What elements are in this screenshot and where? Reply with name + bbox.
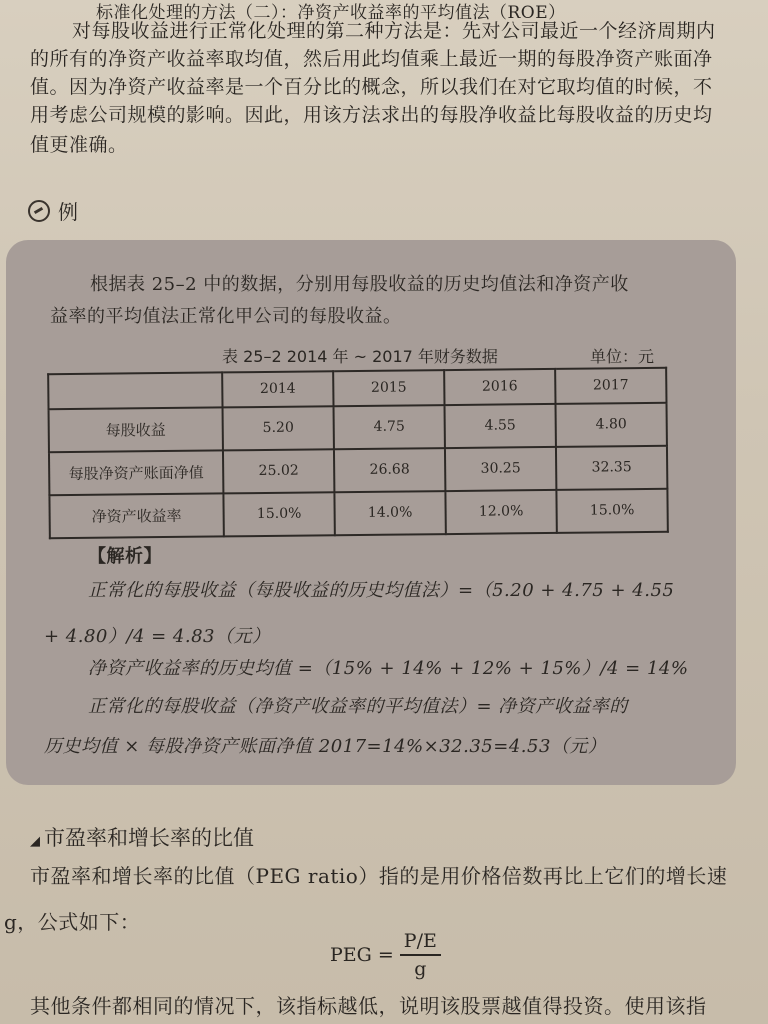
example-label-text: 例 <box>58 200 78 224</box>
table-cell: 12.0% <box>445 490 556 534</box>
intro-line-3: 值。因为净资产收益率是一个百分比的概念，所以我们在对它取均值的时候，不 <box>30 76 713 98</box>
section-line-2: g，公式如下： <box>4 910 141 934</box>
table-row <box>49 489 667 539</box>
row-label: 每股收益 <box>49 407 223 452</box>
table-cell: 15.0% <box>556 489 667 533</box>
example-prompt-1: 根据表 25–2 中的数据，分别用每股收益的历史均值法和净资产收 <box>90 274 629 295</box>
section-heading: 标准化处理的方法（二）：净资产收益率的平均值法（ROE） <box>96 3 566 23</box>
table-cell: 4.55 <box>444 403 555 447</box>
table-unit: 单位：元 <box>590 347 655 366</box>
analysis-line-1: 正常化的每股收益（每股收益的历史均值法）=（5.20 + 4.75 + 4.55 <box>88 580 675 601</box>
financial-data-table <box>47 367 669 539</box>
table-cell: 30.25 <box>445 447 556 491</box>
example-icon <box>28 200 50 222</box>
table-caption: 表 25–2 2014 年 ~ 2017 年财务数据 <box>222 347 498 366</box>
intro-line-5: 值更准确。 <box>30 134 128 156</box>
analysis-line-2: + 4.80）/4 = 4.83（元） <box>44 626 271 647</box>
section-title <box>30 822 254 852</box>
table-cell: 25.02 <box>223 449 334 493</box>
peg-formula-lhs: PEG = <box>330 944 394 966</box>
row-label: 净资产收益率 <box>49 493 223 538</box>
intro-line-4: 用考虑公司规模的影响。因此，用该方法求出的每股净收益比每股收益的历史均 <box>30 104 713 126</box>
table-cell: 15.0% <box>223 492 334 536</box>
table-cell: 4.80 <box>555 402 666 446</box>
table-cell: 32.35 <box>556 445 667 489</box>
section-title-text: 市盈率和增长率的比值 <box>44 826 254 850</box>
table-cell: 26.68 <box>334 448 445 492</box>
triangle-bullet-icon: ◢ <box>30 834 40 849</box>
year-header: 2017 <box>555 368 666 404</box>
table-cell: 14.0% <box>334 491 445 535</box>
intro-line-2: 的所有的净资产收益率取均值，然后用此均值乘上最近一期的每股净资产账面净 <box>30 48 713 70</box>
table-corner-cell <box>48 372 222 408</box>
example-prompt-2: 益率的平均值法正常化甲公司的每股收益。 <box>50 306 402 327</box>
analysis-line-4: 正常化的每股收益（净资产收益率的平均值法）= 净资产收益率的 <box>88 696 628 717</box>
table-cell: 5.20 <box>223 406 334 450</box>
row-label: 每股净资产账面净值 <box>49 450 223 495</box>
peg-formula <box>330 930 441 980</box>
peg-fraction <box>400 930 441 980</box>
table-row <box>49 445 667 495</box>
peg-denominator: g <box>414 958 427 980</box>
table-cell: 4.75 <box>334 405 445 449</box>
example-label <box>28 196 78 225</box>
section-line-1: 市盈率和增长率的比值（PEG ratio）指的是用价格倍数再比上它们的增长速 <box>30 864 728 888</box>
section-last-line: 其他条件都相同的情况下，该指标越低，说明该股票越值得投资。使用该指 <box>30 994 707 1018</box>
year-header: 2014 <box>222 371 333 407</box>
intro-line-1: 对每股收益进行正常化处理的第二种方法是：先对公司最近一个经济周期内 <box>72 20 716 42</box>
year-header: 2016 <box>444 369 555 405</box>
year-header: 2015 <box>333 370 444 406</box>
analysis-line-5: 历史均值 × 每股净资产账面净值 2017=14%×32.35=4.53（元） <box>44 736 607 757</box>
analysis-line-3: 净资产收益率的历史均值 =（15% + 14% + 12% + 15%）/4 = 14% <box>88 658 689 679</box>
analysis-label: 【解析】 <box>88 546 162 567</box>
peg-numerator: P/E <box>400 930 441 956</box>
table-row <box>49 402 667 452</box>
